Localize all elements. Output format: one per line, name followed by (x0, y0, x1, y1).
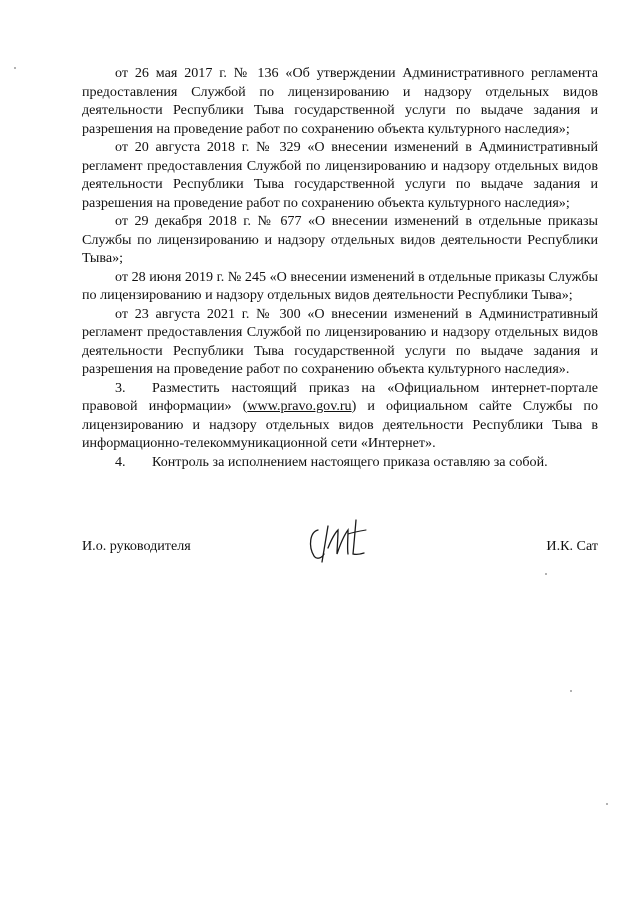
signature-block (82, 518, 598, 568)
item-3-number: 3. (115, 379, 126, 396)
scan-artifact (606, 803, 608, 805)
scan-artifact (545, 573, 547, 575)
scan-artifact (570, 690, 572, 692)
item-4-text: Контроль за исполнением настоящего приказа оставляю за собой. (152, 453, 548, 470)
repealed-order-2019-245: от 28 июня 2019 г. № 245 «О внесении изменений в отдельные приказы Службы по лицензированию и надзору отдельных видов деятельности Республики Тыва»; (82, 268, 598, 303)
repealed-order-2021-300: от 23 августа 2021 г. № 300 «О внесении изменений в Административный регламент предоставления Службой по лицензированию и надзору отдельных видов деятельности Республики Тыва государственной услуги по выдаче задания и разрешения на проведение работ по сохранению объекта культурного наследия». (82, 305, 598, 377)
item-3-publication (82, 379, 598, 453)
signatory-role: И.о. руководителя (82, 538, 191, 554)
scan-artifact (14, 67, 16, 69)
repealed-order-2017-136: от 26 мая 2017 г. № 136 «Об утверждении Административного регламента предоставления Службой по лицензированию и надзору отдельных видов деятельности Республики Тыва государственной услуги по выдаче задания и разрешения на проведение работ по сохранению объекта культурного наследия»; (82, 65, 598, 137)
order-text (82, 64, 598, 471)
repealed-order-2018-329: от 20 августа 2018 г. № 329 «О внесении изменений в Административный регламент предоставления Службой по лицензированию и надзору отдельных видов деятельности Республики Тыва государственной услуги по выдаче задания и разрешения на проведение работ по сохранению объекта культурного наследия»; (82, 139, 598, 211)
repealed-order-2018-677: от 29 декабря 2018 г. № 677 «О внесении изменений в отдельные приказы Службы по лицензированию и надзору отдельных видов деятельности Республики Тыва»; (82, 213, 598, 266)
signatory-name: И.К. Сат (546, 538, 598, 554)
pravo-gov-link[interactable]: www.pravo.gov.ru (247, 398, 352, 414)
item-3-text-start: Разместить настоящий приказ на «Официальном интернет-портале правовой информации» ( (82, 379, 598, 414)
item-4-control (82, 453, 598, 472)
handwritten-signature (304, 518, 374, 564)
item-4-number: 4. (115, 453, 126, 470)
item-3-text-end: ) и официальном сайте Службы по лицензированию и надзору отдельных видов деятельности Республики Тыва в информационно-телекоммуникационной сети «Интернет». (82, 398, 598, 451)
